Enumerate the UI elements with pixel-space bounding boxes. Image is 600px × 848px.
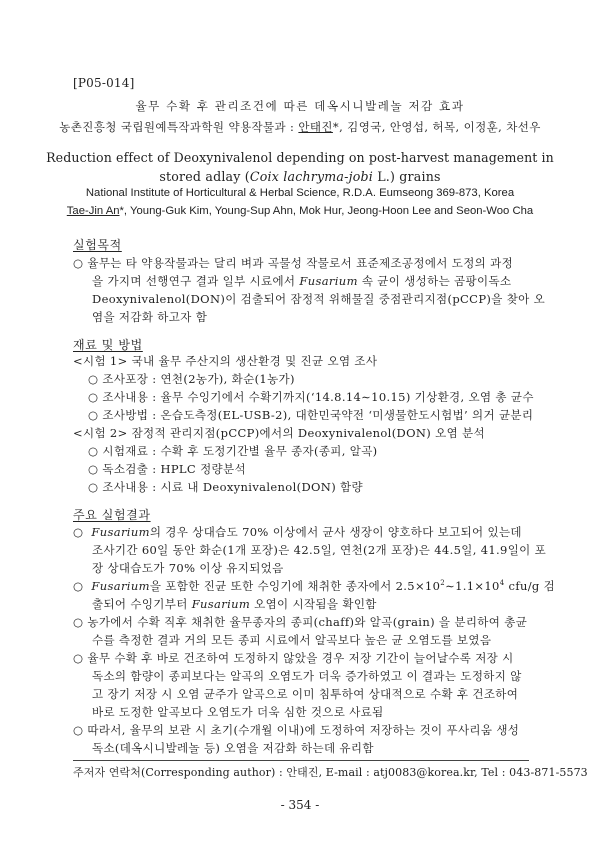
materials-line: <시험 1> 국내 율무 주산지의 생산환경 및 진균 오염 조사: [73, 354, 378, 368]
results-line: ○ 농가에서 수확 직후 채취한 율무종자의 종피(chaff)와 알곡(grain) 을 분리하여 총균: [73, 615, 528, 629]
title-english-line1: Reduction effect of Deoxynivalenol depending on post-harvest management in: [46, 150, 554, 165]
species-name: Coix lachryma-jobi: [249, 169, 373, 184]
results-line: 바로 도정한 알곡보다 오염도가 더욱 심한 것으로 사료됨: [92, 705, 384, 719]
objective-line: 염을 저감화 하고자 함: [92, 310, 208, 324]
results-line: 독소(데옥시니발레놀 등) 오염을 저감화 하는데 유리함: [92, 741, 374, 755]
materials-line: ○ 조사내용 : 율무 수잉기에서 수확기까지(‘14.8.14∼10.15) 기상환경, 오염 총 균수: [88, 390, 534, 404]
materials-line: <시험 2> 잠정적 관리지점(pCCP)에서의 Deoxynivalenol(DON) 오염 분석: [73, 426, 485, 440]
section-materials-title: 재료 및 방법: [73, 338, 143, 352]
results-line: 독소의 함량이 종피보다는 알곡의 오염도가 더욱 증가하였고 이 결과는 도정하지 않: [92, 669, 522, 683]
page-number: - 354 -: [280, 798, 320, 812]
section-objective-title: 실험목적: [73, 238, 122, 252]
presenting-author-korean: 안태진: [298, 120, 333, 134]
materials-line: ○ 시험재료 : 수확 후 도정기간별 율무 종자(종피, 알곡): [88, 444, 378, 458]
results-line: ○ 율무 수확 후 바로 건조하여 도정하지 않았을 경우 저장 기간이 늘어날수록 저장 시: [73, 651, 514, 665]
results-line: 장 상대습도가 70% 이상 유지되었음: [92, 561, 284, 575]
section-results-title: 주요 실험결과: [73, 508, 151, 522]
abstract-code: [P05-014]: [73, 76, 135, 90]
materials-line: ○ 독소검출 : HPLC 정량분석: [88, 462, 246, 476]
title-english-line2: stored adlay (Coix lachryma-jobi L.) grains: [159, 169, 441, 184]
corresponding-author: 주저자 연락처(Corresponding author) : 안태진, E-mail : atj0083@korea.kr, Tel : 043-871-5573: [73, 766, 588, 779]
results-line: ○ Fusarium을 포함한 진균 또한 수잉기에 채취한 종자에서 $2.5\times 10^2\sim 1.1\times 10^4$ cfu/g 검: [73, 579, 556, 593]
title-korean: 율무 수확 후 관리조건에 따른 데옥시니발레놀 저감 효과: [135, 99, 465, 113]
results-line: ○ Fusarium의 경우 상대습도 70% 이상에서 균사 생장이 양호하다 보고되어 있는데: [73, 525, 522, 539]
objective-line: 을 가지며 선행연구 결과 일부 시료에서 Fusarium 속 균이 생성하는 곰팡이독소: [92, 274, 512, 288]
materials-line: ○ 조사내용 : 시료 내 Deoxynivalenol(DON) 함량: [88, 480, 363, 494]
presenting-author-english: Tae-Jin An: [66, 205, 120, 217]
results-line: 수를 측정한 결과 거의 모든 종피 시료에서 알곡보다 높은 균 오염도를 보였음: [92, 633, 492, 647]
affiliation-english: National Institute of Horticultural & Herbal Science, R.D.A. Eumseong 369-873, Korea: [85, 187, 515, 199]
objective-line: Deoxynivalenol(DON)이 검출되어 잠정적 위해물질 중점관리지점(pCCP)을 찾아 오: [92, 292, 546, 306]
materials-line: ○ 조사포장 : 연천(2농가), 화순(1농가): [88, 372, 295, 386]
affiliation-korean: 농촌진흥청 국립원예특작과학원 약용작물과 : 안태진*, 김영국, 안영섭, 허목, 이정훈, 차선우: [59, 120, 541, 134]
materials-line: ○ 조사방법 : 온습도측정(EL-USB-2), 대한민국약전 ‘미생물한도시험법’ 의거 균분리: [88, 408, 534, 422]
results-line: 조사기간 60일 동안 화순(1개 포장)은 42.5일, 연천(2개 포장)은 44.5일, 41.9일이 포: [92, 543, 547, 557]
footer-divider: [73, 760, 529, 761]
results-line: ○ 따라서, 율무의 보관 시 초기(수개월 이내)에 도정하여 저장하는 것이 푸사리움 생성: [73, 723, 520, 737]
authors-english: Tae-Jin An*, Young-Guk Kim, Young-Sup Ahn, Mok Hur, Jeong-Hoon Lee and Seon-Woo Cha: [66, 205, 534, 217]
results-line: 고 장기 저장 시 오염 균주가 알곡으로 이미 침투하여 상대적으로 수확 후 건조하여: [92, 687, 519, 701]
objective-line: ○ 율무는 타 약용작물과는 달리 벼과 곡물성 작물로서 표준제조공정에서 도정의 과정: [73, 256, 514, 270]
results-line: 출되어 수잉기부터 Fusarium 오염이 시작됨을 확인함: [92, 597, 377, 611]
